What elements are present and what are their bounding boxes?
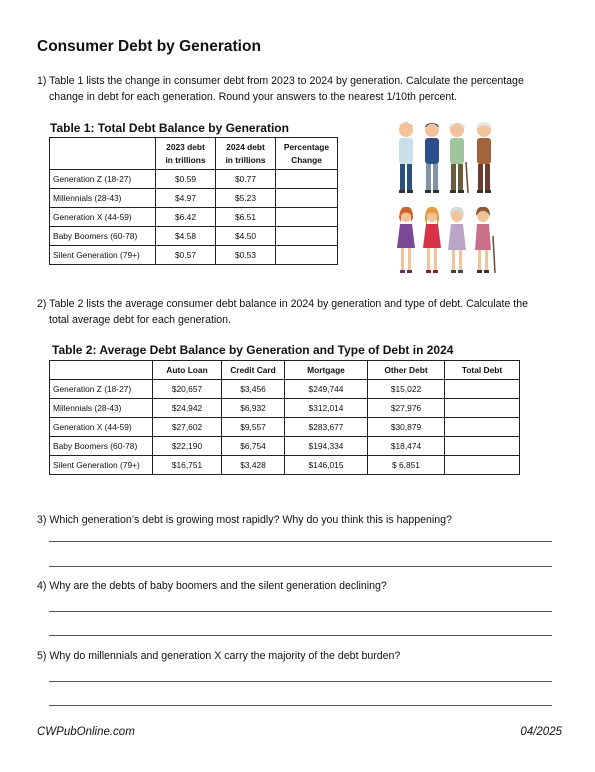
middle-age-man-figure: [425, 123, 439, 193]
question-3: 3) Which generation’s debt is growing most rapidly? Why do you think this is happening?: [37, 514, 452, 526]
cell-other-debt: $ 6,851: [368, 456, 445, 475]
table-2-header-credit-card: Credit Card: [222, 361, 285, 380]
table-1: [49, 137, 338, 265]
table-row: [50, 170, 338, 189]
answer-line[interactable]: [49, 681, 552, 682]
row-label: Silent Generation (79+): [50, 456, 153, 475]
cell-other-debt: $27,976: [368, 399, 445, 418]
cell-credit-card: $3,428: [222, 456, 285, 475]
question-2: [37, 296, 557, 328]
cell-auto-loan: $22,190: [153, 437, 222, 456]
cell-mortgage: $146,015: [285, 456, 368, 475]
table-2-header-total-debt: Total Debt: [445, 361, 520, 380]
cell-2024: $0.77: [216, 170, 276, 189]
older-woman-figure: [448, 207, 466, 273]
row-label: Silent Generation (79+): [50, 246, 156, 265]
cell-mortgage: $194,334: [285, 437, 368, 456]
table-2-header-blank: [50, 361, 153, 380]
row-label: Generation X (44-59): [50, 208, 156, 227]
cell-credit-card: $3,456: [222, 380, 285, 399]
elderly-woman-figure: [475, 207, 495, 273]
answer-line[interactable]: [49, 611, 552, 612]
cell-other-debt: $18,474: [368, 437, 445, 456]
older-man-figure: [450, 123, 468, 193]
table-row: [50, 227, 338, 246]
cell-mortgage: $283,677: [285, 418, 368, 437]
cell-2024: $4.50: [216, 227, 276, 246]
table-row: [50, 437, 520, 456]
answer-cell-total[interactable]: [445, 437, 520, 456]
cell-2023: $0.59: [156, 170, 216, 189]
row-label: Baby Boomers (60-78): [50, 437, 153, 456]
question-1-line-2: change in debt for each generation. Round your answers to the nearest 1/10th percent.: [49, 91, 458, 103]
table-1-header-percent: Percentage Change: [276, 138, 338, 170]
table-row: [50, 246, 338, 265]
row-label: Millennials (28-43): [50, 189, 156, 208]
cell-auto-loan: $24,942: [153, 399, 222, 418]
young-woman-figure: [397, 207, 415, 273]
young-man-figure: [399, 123, 413, 194]
cell-2024: $5.23: [216, 189, 276, 208]
table-1-header-2024: 2024 debt in trillions: [216, 138, 276, 170]
table-row: [50, 208, 338, 227]
answer-cell-total[interactable]: [445, 399, 520, 418]
cell-other-debt: $30,879: [368, 418, 445, 437]
cell-credit-card: $6,932: [222, 399, 285, 418]
table-2-header-auto-loan: Auto Loan: [153, 361, 222, 380]
answer-cell-total[interactable]: [445, 418, 520, 437]
table-2-header-row: [50, 361, 520, 380]
cell-credit-card: $6,754: [222, 437, 285, 456]
answer-cell-total[interactable]: [445, 456, 520, 475]
cell-2023: $4.58: [156, 227, 216, 246]
answer-cell-percent[interactable]: [276, 208, 338, 227]
cell-auto-loan: $16,751: [153, 456, 222, 475]
cell-auto-loan: $27,602: [153, 418, 222, 437]
cell-other-debt: $15,022: [368, 380, 445, 399]
table-row: [50, 456, 520, 475]
cell-2023: $4.97: [156, 189, 216, 208]
table-2-caption: Table 2: Average Debt Balance by Generation and Type of Debt in 2024: [52, 343, 454, 357]
row-label: Generation Z (18-27): [50, 380, 153, 399]
woman-red-dress-figure: [423, 207, 441, 273]
answer-cell-percent[interactable]: [276, 170, 338, 189]
cell-auto-loan: $20,657: [153, 380, 222, 399]
table-row: [50, 189, 338, 208]
table-1-header-2023: 2023 debt in trillions: [156, 138, 216, 170]
table-1-header-blank: [50, 138, 156, 170]
cell-2023: $0.57: [156, 246, 216, 265]
answer-line[interactable]: [49, 541, 552, 542]
row-label: Baby Boomers (60-78): [50, 227, 156, 246]
table-1-caption: Table 1: Total Debt Balance by Generation: [50, 121, 289, 135]
answer-line[interactable]: [49, 566, 552, 567]
cell-credit-card: $9,557: [222, 418, 285, 437]
page-title: Consumer Debt by Generation: [37, 38, 261, 55]
table-1-header-row: [50, 138, 338, 170]
question-5: 5) Why do millennials and generation X carry the majority of the debt burden?: [37, 650, 401, 662]
answer-cell-total[interactable]: [445, 380, 520, 399]
row-label: Generation Z (18-27): [50, 170, 156, 189]
answer-cell-percent[interactable]: [276, 246, 338, 265]
row-label: Millennials (28-43): [50, 399, 153, 418]
question-4: 4) Why are the debts of baby boomers and the silent generation declining?: [37, 580, 387, 592]
footer-website: CWPubOnline.com: [37, 726, 135, 738]
cell-2024: $0.53: [216, 246, 276, 265]
question-1-line-1: 1) Table 1 lists the change in consumer debt from 2023 to 2024 by generation. Calculate the percentage: [37, 75, 524, 87]
elderly-man-figure: [477, 123, 491, 193]
question-2-line-1: 2) Table 2 lists the average consumer debt balance in 2024 by generation and type of debt. Calculate the: [37, 298, 528, 310]
cell-2024: $6.51: [216, 208, 276, 227]
cell-mortgage: $249,744: [285, 380, 368, 399]
cell-2023: $6.42: [156, 208, 216, 227]
answer-cell-percent[interactable]: [276, 227, 338, 246]
question-1: [37, 73, 557, 105]
table-row: [50, 380, 520, 399]
cell-mortgage: $312,014: [285, 399, 368, 418]
table-2-header-mortgage: Mortgage: [285, 361, 368, 380]
table-row: [50, 418, 520, 437]
table-row: [50, 399, 520, 418]
question-2-line-2: total average debt for each generation.: [49, 314, 231, 326]
answer-line[interactable]: [49, 705, 552, 706]
footer-date: 04/2025: [520, 726, 562, 738]
table-2-header-other-debt: Other Debt: [368, 361, 445, 380]
row-label: Generation X (44-59): [50, 418, 153, 437]
table-2: [49, 360, 520, 475]
answer-line[interactable]: [49, 635, 552, 636]
generations-people-illustration: [392, 118, 504, 276]
answer-cell-percent[interactable]: [276, 189, 338, 208]
